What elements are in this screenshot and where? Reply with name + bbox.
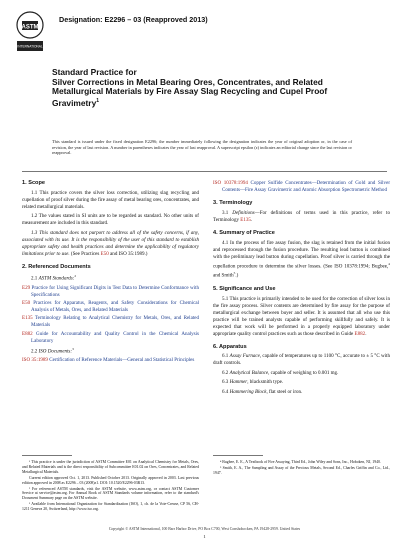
ref-link-e882[interactable]: E882 — [354, 330, 366, 337]
designation: Designation: E2296 – 03 (Reapproved 2013) — [59, 15, 208, 24]
ref-link-iso35[interactable]: ISO 35:1989 — [22, 357, 48, 364]
paragraph-1-1: 1.1 This practice covers the silver loss correction, utilizing slag recycling and cupellation of proof silver during the fire assay of metal bearing ores, concentrates, and related metallurgical materials. — [22, 189, 199, 210]
paragraph-1-2: 1.2 The values stated in SI units are to be regarded as standard. No other units of measurement are included in this standard. — [22, 213, 199, 227]
ref-item: E135 Terminology Relating to Analytical Chemistry for Metals, Ores, and Related Materials — [22, 315, 199, 329]
ref-item: ISO 35:1989 Certification of Reference Materials—General and Statistical Principles — [22, 357, 195, 364]
paragraph-3-1: 3.1 Definitions—For definitions of terms used in this practice, refer to Terminology E135. — [213, 209, 390, 223]
section-heading-summary: 4. Summary of Practice — [213, 229, 275, 236]
apparatus-item: 6.3 Hammer, blacksmith type. — [222, 379, 284, 386]
apparatus-item: 6.4 Hammering Block, flat steel or iron. — [222, 388, 303, 395]
footnote: ³ Available from International Organization for Standardization (ISO), 1, ch. de la Voie-Creuse, CP 56, CH-1211 Geneva 20, Switzerland, http://www.iso.org. — [22, 502, 199, 512]
astm-standards-heading: 2.1 ASTM Standards:$^2$ — [31, 274, 77, 283]
ref-link-e29[interactable]: E29 — [22, 284, 31, 291]
footnotes-right — [213, 460, 390, 477]
footnote-divider — [213, 455, 263, 456]
header-divider — [22, 171, 387, 172]
ref-link-e882[interactable]: E882 — [22, 330, 33, 337]
logo-text: INTERNATIONAL — [17, 44, 43, 49]
ref-link-iso10378[interactable]: ISO 10378:1994 — [213, 180, 248, 186]
ref-item: E882 Guide for Accountability and Quality Control in the Chemical Analysis Laboratory — [22, 330, 199, 344]
paragraph-5-1: 5.1 This practice is primarily intended to be used for the correction of silver loss in the fire assay process. Silver contents are determined by fire assay for the purpose of metallurgical exchange between buyer and seller. It is assumed that all who use this practice will be trained analysts capable of performing skillfully and safely. It is expected that work will be performed in a properly equipped laboratory under appropriate quality control practices such as those described in Guide E882. — [213, 295, 390, 337]
left-column — [22, 180, 199, 366]
paragraph-1-3: 1.3 This standard does not purport to address all of the safety concerns, if any, associated with its use. It is the responsibility of the user of this standard to establish appropriate safety and health practices and determine the applicability of regulatory limitations prior to use. (See Practices E50 and ISO 35:1989.) — [22, 229, 199, 257]
iso-documents-heading: 2.2 ISO Documents:$^3$ — [31, 347, 74, 355]
ref-link-e135[interactable]: E135 — [22, 315, 33, 322]
footnotes-left — [22, 460, 199, 513]
section-heading-apparatus: 6. Apparatus — [213, 343, 247, 350]
title-prefix: Standard Practice for — [52, 67, 137, 77]
paragraph-4-1: 4.1 In the process of fire assay fusion, the slag is retained from the initial fusion and reprocessed through the fusion procedure. The resulting lead button is combined with the preliminary lead button during cupellation. Proof silver is carried through the cupellation procedure to determine the silver losses. (See ISO 10378:1994; Bugbee,$^4$ and Smith$^5$.) — [213, 239, 390, 279]
section-heading-referenced: 2. Referenced Documents — [22, 263, 91, 270]
footnote: Current edition approved Oct. 1, 2013. Published October 2013. Originally approved in 2003. Last previous edition approved in 2008 as E2296 – 03 (2008)ε1. DOI: 10.1520/E2296-03R13. — [22, 475, 199, 485]
copyright-line: Copyright © ASTM International, 100 Barr Harbor Drive, PO Box C700, West Conshohocken, PA 19428-2959. United States — [108, 527, 301, 531]
astm-logo-icon — [14, 11, 46, 53]
issuance-notice: This standard is issued under the fixed designation E2296; the number immediately following the designation indicates the year of original adoption or, in the case of revision, the year of last revision. A number in parentheses indicates the year of last reapproval. A superscript epsilon (ε) indicates an editorial change since the last revision or reapproval. — [52, 139, 352, 156]
footnote: ⁴ Bugbee, E. E., A Textbook of Fire Assaying, Third Ed., John Wiley and Sons, Inc., Hoboken, NJ, 1940. — [220, 460, 381, 464]
section-heading-significance: 5. Significance and Use — [213, 285, 276, 292]
apparatus-item: 6.2 Analytical Balance, capable of weighing to 0.001 mg. — [222, 369, 339, 376]
page-number: 1 — [203, 534, 206, 539]
title-main: Silver Corrections in Metal Bearing Ores, Concentrates, and Related Metallurgical Materials by Fire Assay Slag Recycling and Cupel Proof Gravimetry$^1$ — [52, 76, 328, 108]
section-heading-scope: 1. Scope — [22, 180, 46, 186]
ref-item: ISO 10378:1994 Copper Sulfide Concentrates—Determination of Gold and Silver Contents—Fire Assay Gravimetric and Atomic Absorption Spectrometric Method — [213, 180, 390, 193]
footnote-divider — [22, 455, 72, 456]
right-column — [213, 180, 390, 398]
svg-text:ASTM: ASTM — [21, 24, 39, 31]
section-heading-terminology: 3. Terminology — [213, 199, 253, 206]
footnote: ² For referenced ASTM standards, visit the ASTM website, www.astm.org, or contact ASTM Customer Service at service@astm.org. For Annual Book of ASTM Standards volume information, refer to the standard's Document Summary page on the ASTM website. — [22, 486, 199, 501]
ref-link-e50[interactable]: E50 — [22, 300, 31, 307]
ref-link-e50[interactable]: E50 — [100, 250, 109, 257]
ref-item: E50 Practices for Apparatus, Reagents, and Safety Considerations for Chemical Analysis of Metals, Ores, and Related Materials — [22, 300, 199, 313]
footnote: ⁵ Smith, E. A., The Sampling and Assay of the Precious Metals, Second Ed., Charles Griffin and Co., Ltd., 1947. — [213, 466, 390, 475]
footnote: ¹ This practice is under the jurisdiction of ASTM Committee E01 on Analytical Chemistry for Metals, Ores, and Related Materials and is the direct responsibility of Subcommittee E01.02 on Ores, Concentrates, and Related Metallurgical Materials. — [22, 460, 199, 474]
ref-link-e135[interactable]: E135 — [240, 216, 251, 223]
document-title — [52, 68, 352, 108]
ref-item: E29 Practice for Using Significant Digits in Test Data to Determine Conformance with Specifications — [22, 284, 199, 298]
apparatus-item: 6.1 Assay Furnace, capable of temperatures up to 1100 °C, accurate to ± 5 °C with draft controls. — [213, 353, 390, 367]
